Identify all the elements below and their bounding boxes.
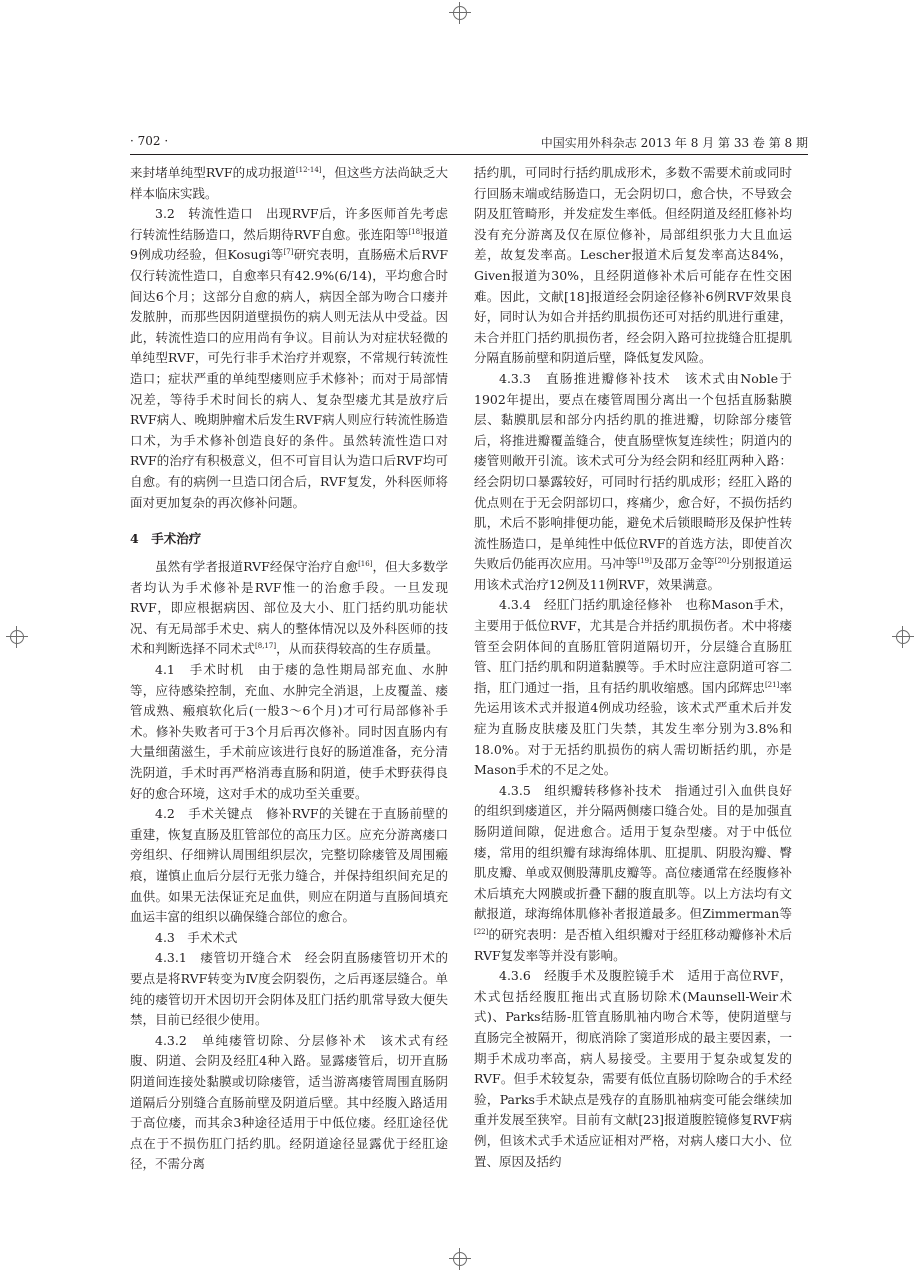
citation: [22]: [474, 927, 489, 936]
citation: [20]: [714, 557, 730, 566]
section-heading-4: 4 手术治疗: [130, 531, 202, 547]
running-header: [130, 130, 808, 152]
section-4-2: 4.2 手术关键点 修补RVF的关键在于直肠前壁的重建，恢复直肠及肛管部位的高压力区。应充分游离瘘口旁组织、仔细辨认周围组织层次，完整切除瘘管及周围瘢痕，谨慎止血后分层行无张力缝合，并保持组织间充足的血供。如果无法保证充足血供，则应在阴道与直肠间填充血运丰富的组织以确保缝合部位的愈合。: [130, 806, 448, 925]
citation: [7]: [283, 248, 294, 257]
header-rule: [130, 154, 808, 155]
section-4-1: 4.1 手术时机 由于瘘的急性期局部充血、水肿等，应待感染控制，充血、水肿完全消退，上皮覆盖、瘘管成熟、瘢痕软化后(一般3～6个月)才可行局部修补手术。修补失败者可于3个月后再次修补。同时因直肠内有大量细菌滋生，手术前应该进行良好的肠道准备，充分清洗阴道，手术时再严格消毒直肠和阴道，使手术野获得良好的愈合环境，这对手术的成功至关重要。: [130, 662, 448, 801]
section-4-3-2: 4.3.2 单纯瘘管切除、分层修补术 该术式有经腹、阴道、会阴及经肛4种入路。显露瘘管后，切开直肠阴道间连接处黏膜或切除瘘管，适当游离瘘管周围直肠阴道隔后分别缝合直肠前壁及阴道后壁。其中经腹入路适用于高位瘘，而其余3种途径适用于中低位瘘。经肛途径优点在于不损伤肛门括约肌。经阴道途径显露优于经肛途径，不需分离: [130, 1032, 448, 1172]
section-4-3-5: 4.3.5 组织瓣转移修补技术 指通过引入血供良好的组织到瘘道区，并分隔两侧瘘口缝合处。目的是加强直肠阴道间隙，促进愈合。适用于复杂型瘘。对于中低位瘘，常用的组织瓣有球海绵体肌、肛提肌、阴股沟瓣、臀肌皮瓣、单或双侧股薄肌皮瓣等。高位瘘通常在经腹修补术后填充大网膜或折叠下翻的腹直肌等。以上方法均有文献报道，球海绵体肌修补者报道最多。但Zimmerman等[22]的研究表明：是否植入组织瓣对于经肛移动瓣修补术后RVF复发率等并没有影响。: [474, 782, 792, 963]
paragraph-continuation: 括约肌，可同时行括约肌成形术，多数不需要术前或同时行回肠末端或结肠造口，无会阴切口，愈合快，不导致会阴及肛管畸形，并发症发生率低。但经阴道及经肛修补均没有充分游离及仅在原位修补，局部组织张力大且血运差，故复发率高。Lescher报道术后复发率高达84%，Given报道为30%，且经阴道修补术后可能存在性交困难。因此，文献[18]报道经会阴途径修补6例RVF效果良好，同时认为如合并括约肌损伤还可对括约肌进行重建，未合并肛门括约肌损伤者，经会阴入路可拉拢缝合肛提肌分隔直肠前壁和阴道后壁，降低复发风险。: [474, 165, 792, 366]
section-4-intro: 虽然有学者报道RVF经保守治疗自愈[16]，但大多数学者均认为手术修补是RVF惟一的治愈手段。一旦发现RVF，即应根据病因、部位及大小、肛门括约肌功能状况、有无局部手术史、病人的整体情况以及外科医师的技术和判断选择不同术式[8,17]，从而获得较高的生存质量。: [130, 559, 448, 657]
section-4-3-1: 4.3.1 瘘管切开缝合术 经会阴直肠瘘管切开术的要点是将RVF转变为Ⅳ度会阴裂伤，之后再逐层缝合。单纯的瘘管切开术因切开会阴体及肛门括约肌常导致大便失禁，目前已经很少使用。: [130, 950, 448, 1028]
citation: [8,17]: [255, 642, 277, 651]
citation: [21]: [764, 680, 780, 689]
citation: [16]: [358, 559, 373, 568]
citation: [18]: [408, 227, 423, 236]
journal-citation: 中国实用外科杂志 2013 年 8 月 第 33 卷 第 8 期: [540, 136, 808, 150]
citation: [12-14]: [295, 165, 322, 174]
section-4-3-4: 4.3.4 经肛门括约肌途径修补 也称Mason手术，主要用于低位RVF，尤其是合并括约肌损伤者。术中将瘘管至会阴体间的直肠肛管阴道隔切开，分层缝合直肠肛管、肛门括约肌和阴道黏膜等。手术时应注意阴道可容二指，肛门通过一指，且有括约肌收缩感。国内邱辉忠[21]率先运用该术式并报道4例成功经验，该术式严重术后并发症为直肠皮肤瘘及肛门失禁，其发生率分别为3.8%和18.0%。对于无括约肌损伤的病人需切断括约肌，亦是Mason手术的不足之处。: [474, 597, 792, 778]
page-number: · 702 ·: [130, 134, 169, 148]
section-4-3-6: 4.3.6 经腹手术及腹腔镜手术 适用于高位RVF，术式包括经腹肛拖出式直肠切除术(Maunsell-Weir术式)、Parks结肠-肛管直肠肌袖内吻合术等，使阴道壁与直肠完全被隔开，彻底消除了窦道形成的最主要因素，一期手术成功率高，病人易接受。主要用于复杂或复发的RVF。但手术较复杂，需要有低位直肠切除吻合的手术经验，Parks手术缺点是残存的直肠肌袖病变可能会继续加重并发展至狭窄。目前有文献[23]报道腹腔镜修复RVF病例，但该术式手术适应证相对严格，对病人瘘口大小、位置、原因及括约: [474, 968, 792, 1169]
section-4-3: 4.3 手术术式: [155, 929, 238, 945]
right-column: [474, 163, 792, 1172]
section-3-2: 3.2 转流性造口 出现RVF后，许多医师首先考虑行转流性结肠造口，然后期待RVF自愈。张连阳等[18]报道9例成功经验，但Kosugi等[7]研究表明，直肠癌术后RVF仅行转流性造口，自愈率只有42.9%(6/14)，平均愈合时间达6个月；这部分自愈的病人，病因全部为吻合口瘘并发脓肿，而那些因阴道壁损伤的病人则无法从中受益。因此，转流性造口的应用尚有争议。目前认为对症状轻微的单纯型RVF，可先行非手术治疗并观察，不常规行转流性造口；症状严重的单纯型瘘则应手术修补；而对于局部情况差，等待手术时间长的病人、复杂型瘘尤其是放疗后RVF病人、晚期肿瘤术后发生RVF病人则应行转流性肠造口术，为手术修补创造良好的条件。虽然转流性造口对RVF的治疗有积极意义，但不可盲目认为造口后RVF均可自愈。有的病例一旦造口闭合后，RVF复发，外科医师将面对更加复杂的再次修补问题。: [130, 206, 448, 510]
paragraph-continuation: 来封堵单纯型RVF的成功报道[12-14]，但这些方法尚缺乏大样本临床实践。: [130, 165, 448, 201]
section-4-3-3: 4.3.3 直肠推进瓣修补技术 该术式由Noble于1902年提出，要点在瘘管周围分离出一个包括直肠黏膜层、黏膜肌层和部分内括约肌的推进瓣，切除部分瘘管后，将推进瓣覆盖缝合，使直肠壁恢复连续性；阴道内的瘘管则敞开引流。该术式可分为经会阴和经肛两种入路：经会阴切口暴露较好，可同时行括约肌成形；经肛入路的优点则在于无会阴部切口，疼痛少，愈合好，不损伤括约肌，术后不影响排便功能，避免术后锁眼畸形及保护性转流性肠造口，是单纯性中低位RVF的首选方法，即使首次失败后仍能再次应用。马冲等[19]及邵万金等[20]分别报道运用该术式治疗12例及11例RVF，效果满意。: [474, 370, 792, 592]
citation: [19]: [637, 557, 652, 566]
left-column: [130, 163, 448, 1175]
